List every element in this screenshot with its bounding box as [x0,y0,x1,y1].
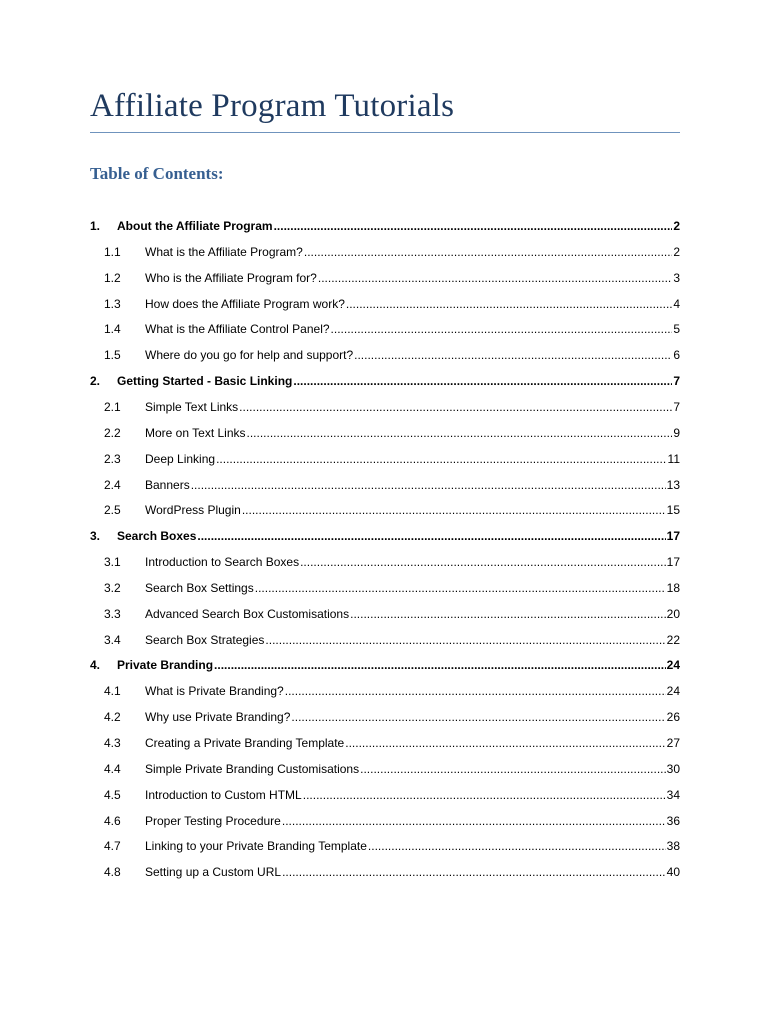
toc-section-link[interactable] [90,211,680,233]
toc-dot-leader [274,219,673,233]
toc-page-number: 15 [666,503,680,518]
toc-dot-leader [331,322,673,336]
toc-page-number: 40 [666,865,680,880]
toc-dot-leader [216,452,666,466]
toc-subsection-link[interactable] [104,418,680,440]
toc-entry-title: Linking to your Private Branding Template [145,839,367,854]
toc-entry-title: Introduction to Custom HTML [145,787,302,802]
toc-subsection-link[interactable] [104,340,680,362]
toc-dot-leader [293,374,672,388]
toc-page-number: 4 [673,296,680,311]
toc-page-number: 30 [666,761,680,776]
toc-dot-leader [354,348,672,362]
toc-subsection-link[interactable] [104,392,680,414]
toc-entry-title: What is the Affiliate Program? [145,244,303,259]
toc-page-number: 13 [666,477,680,492]
toc-entry-number: 4.8 [104,865,121,880]
toc-entry-title: Search Boxes [117,529,197,544]
toc-entry-title: Banners [145,477,190,492]
toc-entry-number: 1.1 [104,244,121,259]
toc-page-number: 26 [666,710,680,725]
toc-dot-leader [282,814,666,828]
toc-subsection-link[interactable] [104,263,680,285]
toc-entry-title: About the Affiliate Program [117,219,273,233]
toc-entry-number: 4.7 [104,839,121,854]
toc-entry-title: Introduction to Search Boxes [145,555,300,570]
toc-section-link[interactable] [90,650,680,672]
toc-dot-leader [304,245,672,259]
toc-entry-title: Creating a Private Branding Template [145,736,345,750]
toc-entry-number: 2.3 [104,451,121,466]
toc-entry-number: 3.1 [104,555,121,570]
title-underline-divider [90,132,680,133]
document-title: Affiliate Program Tutorials [90,88,455,124]
toc-page-number: 3 [673,270,680,285]
toc-dot-leader [255,581,666,595]
toc-entry-number: 3.3 [104,606,121,621]
toc-entry-number: 2.2 [104,425,121,440]
toc-entry-number: 1.4 [104,322,121,337]
toc-page-number: 6 [673,348,680,363]
toc-page-number: 2 [673,244,680,259]
toc-entry-title: Why use Private Branding? [145,710,291,725]
toc-subsection-link[interactable] [104,314,680,336]
toc-page-number: 22 [666,632,680,647]
toc-subsection-link[interactable] [104,444,680,466]
toc-page-number: 9 [673,425,680,440]
toc-dot-leader [300,555,666,569]
toc-subsection-link[interactable] [104,495,680,517]
toc-dot-leader [247,426,673,440]
toc-page-number: 24 [666,658,680,673]
toc-entry-number: 4. [90,658,101,673]
toc-subsection-link[interactable] [104,728,680,750]
toc-entry-title: Where do you go for help and support? [145,348,354,363]
toc-dot-leader [291,710,665,724]
toc-entry-number: 1. [90,219,101,233]
toc-entry-number: 4.4 [104,761,121,776]
toc-entry-number: 1.3 [104,296,121,311]
toc-page-number: 36 [666,813,680,828]
toc-dot-leader [214,658,666,672]
toc-page-number: 7 [673,399,680,414]
toc-entry-title: Advanced Search Box Customisations [145,606,350,621]
toc-entry-number: 1.5 [104,348,121,363]
toc-page-number: 34 [666,787,680,802]
toc-entry-number: 1.2 [104,270,121,285]
toc-section-link[interactable] [90,521,680,543]
toc-dot-leader [303,788,666,802]
toc-subsection-link[interactable] [104,289,680,311]
toc-entry-title: WordPress Plugin [145,503,241,518]
toc-entry-number: 4.1 [104,684,121,699]
toc-entry-number: 4.3 [104,736,121,750]
toc-page-number: 11 [667,451,680,466]
toc-entry-title: What is the Affiliate Control Panel? [145,322,330,337]
toc-subsection-link[interactable] [104,470,680,492]
toc-entry-number: 3.4 [104,632,121,647]
toc-page-number: 7 [673,374,680,389]
toc-entry-number: 2.1 [104,399,121,414]
toc-subsection-link[interactable] [104,702,680,724]
toc-page-number: 18 [666,580,680,595]
toc-entry-number: 3.2 [104,580,121,595]
toc-entry-number: 4.5 [104,787,121,802]
toc-entry-title: Who is the Affiliate Program for? [145,270,317,285]
toc-subsection-link[interactable] [104,676,680,698]
toc-entry-title: Search Box Strategies [145,632,265,647]
toc-dot-leader [197,529,665,543]
toc-subsection-link[interactable] [104,831,680,853]
toc-entry-title: Private Branding [117,658,214,673]
toc-subsection-link[interactable] [104,625,680,647]
toc-page-number: 17 [666,555,680,570]
toc-subsection-link[interactable] [104,599,680,621]
toc-entry-title: How does the Affiliate Program work? [145,296,345,311]
toc-subsection-link[interactable] [104,547,680,569]
toc-dot-leader [265,633,665,647]
toc-page-number: 38 [666,839,680,854]
toc-page-number: 2 [673,219,680,233]
toc-heading: Table of Contents: [90,164,224,183]
toc-dot-leader [285,684,666,698]
toc-dot-leader [350,607,666,621]
toc-entry-title: Proper Testing Procedure [145,813,281,828]
toc-subsection-link[interactable] [104,857,680,879]
toc-page-number: 20 [666,606,680,621]
toc-page-number: 17 [666,529,680,544]
toc-entry-title: Setting up a Custom URL [145,865,282,880]
toc-dot-leader [346,297,672,311]
toc-subsection-link[interactable] [104,754,680,776]
toc-entry-number: 2. [90,374,101,389]
toc-page-number: 27 [666,736,680,750]
toc-entry-number: 3. [90,529,101,544]
toc-page-number: 24 [666,684,680,699]
toc-entry-number: 4.6 [104,813,121,828]
toc-entry-title: Simple Private Branding Customisations [145,761,360,776]
toc-dot-leader [368,839,666,853]
toc-dot-leader [239,400,672,414]
toc-subsection-link[interactable] [104,237,680,259]
toc-section-link[interactable] [90,366,680,388]
toc-entry-title: Getting Started - Basic Linking [117,374,293,389]
toc-subsection-link[interactable] [104,806,680,828]
toc-dot-leader [360,762,666,776]
toc-entry-title: Simple Text Links [145,399,239,414]
toc-dot-leader [318,271,672,285]
toc-page-number: 5 [673,322,680,337]
toc-entry-number: 4.2 [104,710,121,725]
toc-entry-title: Deep Linking [145,451,216,466]
toc-entry-title: More on Text Links [145,425,246,440]
toc-entry-number: 2.5 [104,503,121,518]
toc-dot-leader [242,503,666,517]
toc-entry-number: 2.4 [104,477,121,492]
toc-dot-leader [191,478,666,492]
toc-entry-title: What is Private Branding? [145,684,284,699]
toc-subsection-link[interactable] [104,573,680,595]
toc-dot-leader [282,865,666,879]
toc-subsection-link[interactable] [104,780,680,802]
toc-entry-title: Search Box Settings [145,580,254,595]
toc-dot-leader [345,736,665,750]
